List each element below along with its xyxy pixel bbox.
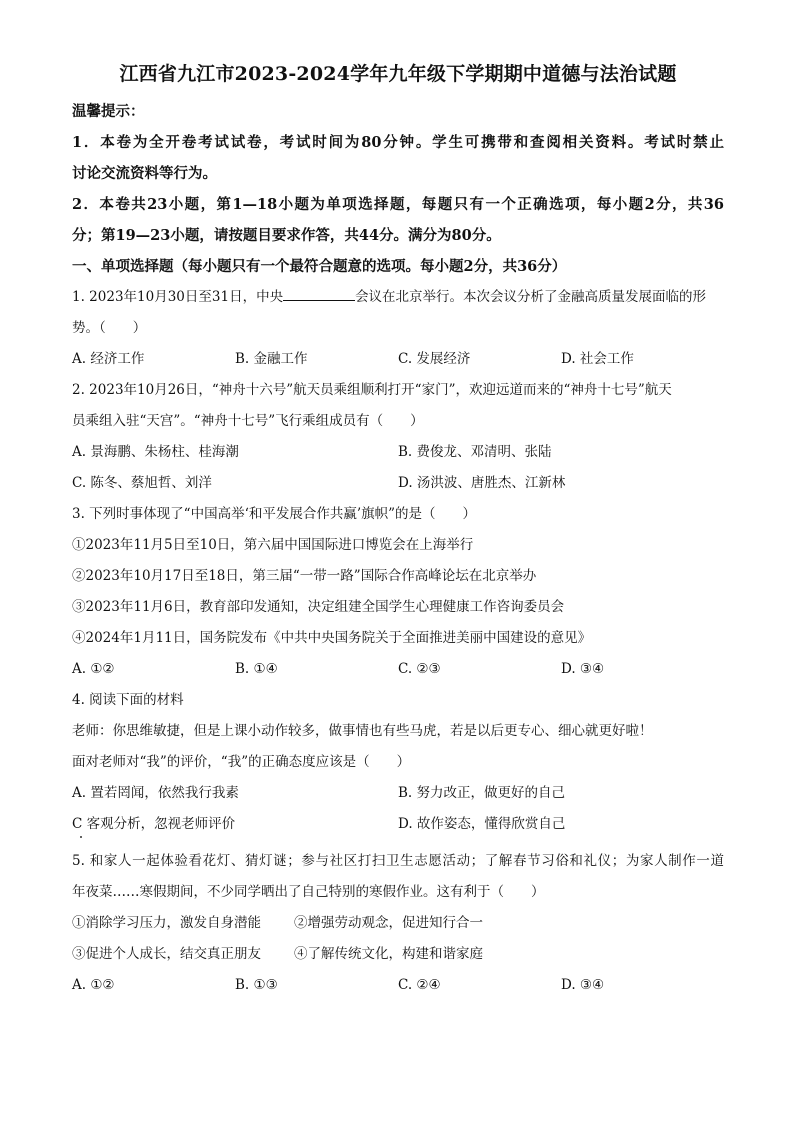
question-3-item-2: ②2023年10月17日至18日，第三届“一带一路”国际合作高峰论坛在北京举办 (72, 568, 537, 584)
question-3-item-3: ③2023年11月6日，教育部印发通知，决定组建全国学生心理健康工作咨询委员会 (72, 599, 565, 615)
section-heading: 一、单项选择题（每小题只有一个最符合题意的选项。每小题2分，共36分） (72, 258, 567, 275)
notice-2-line-2: 分；第19—23小题，请按题目要求作答，共44分。满分为80分。 (72, 227, 501, 244)
option-d: D. 故作姿态，懂得欣赏自己 (398, 816, 566, 832)
notice-2-line-1: 2．本卷共23小题，第1—18小题为单项选择题，每题只有一个正确选项，每小题2分，共36 (72, 196, 724, 213)
question-1-text-a: 1. 2023年10月30日至31日，中央 (72, 289, 284, 305)
question-4-line-1: 4. 阅读下面的材料 (72, 692, 184, 708)
question-5-line-2: 年夜菜……寒假期间，不少同学晒出了自己特别的寒假作业。这有利于（ ） (72, 884, 545, 900)
question-4-options-row-1 (72, 778, 724, 809)
statement-4: ④了解传统文化，构建和谐家庭 (294, 946, 483, 962)
option-c: C. ②④ (398, 977, 441, 993)
option-b: B. 努力改正，做更好的自己 (398, 785, 566, 801)
question-3-item-4: ④2024年1月11日，国务院发布《中共中央国务院关于全面推进美丽中国建设的意见》 (72, 630, 592, 646)
page-title: 江西省九江市2023-2024学年九年级下学期期中道德与法治试题 (119, 63, 677, 85)
exam-page (72, 60, 724, 1001)
question-4-options-row-2 (72, 809, 724, 840)
question-4-line-2: 老师：你思维敏捷，但是上课小动作较多，做事情也有些马虎，若是以后更专心、细心就更好啦！ (72, 723, 653, 739)
option-a: A. 经济工作 (72, 351, 145, 367)
statement-2: ②增强劳动观念，促进知行合一 (294, 915, 483, 931)
option-d: D. ③④ (561, 977, 605, 993)
option-d: D. 社会工作 (561, 351, 634, 367)
option-b: B. ①④ (235, 661, 278, 677)
statement-1: ①消除学习压力，激发自身潜能 (72, 915, 261, 931)
question-5-statements-row-2 (72, 939, 724, 970)
question-5-options (72, 970, 724, 1001)
question-3-line-1: 3. 下列时事体现了“中国高举‘和平发展合作共赢’旗帜”的是（ ） (72, 506, 477, 522)
question-4-line-3: 面对老师对“我”的评价，“我”的正确态度应该是（ ） (72, 754, 411, 770)
option-c: C 客观分析，忽视老师评价 (72, 816, 236, 832)
option-c: C. 陈冬、蔡旭哲、刘洋 (72, 475, 212, 491)
option-d: D. ③④ (561, 661, 605, 677)
question-2-line-2: 员乘组入驻“天宫”。“神舟十七号”飞行乘组成员有（ ） (72, 413, 424, 429)
option-a: A. 景海鹏、朱杨柱、桂海潮 (72, 444, 239, 460)
notice-1-line-1: 1．本卷为全开卷考试试卷，考试时间为80分钟。学生可携带和查阅相关资料。考试时禁止 (72, 134, 724, 151)
option-a: A. ①② (72, 661, 115, 677)
question-2-options-row-2 (72, 468, 724, 499)
question-1-options (72, 344, 724, 375)
notice-1-line-2: 讨论交流资料等行为。 (72, 165, 217, 182)
option-d: D. 汤洪波、唐胜杰、江新林 (398, 475, 566, 491)
option-c: C. ②③ (398, 661, 441, 677)
stray-dot-mark (72, 840, 724, 846)
question-2-options-row-1 (72, 437, 724, 468)
question-3-options (72, 654, 724, 685)
statement-3: ③促进个人成长，结交真正朋友 (72, 946, 261, 962)
option-b: B. ①③ (235, 977, 278, 993)
notice-heading: 温馨提示： (72, 103, 145, 120)
question-1-line-2: 势。（ ） (72, 320, 147, 336)
question-1-blank (283, 286, 355, 301)
question-3-item-1: ①2023年11月5日至10日，第六届中国国际进口博览会在上海举行 (72, 537, 474, 553)
question-1-text-b: 会议在北京举行。本次会议分析了金融高质量发展面临的形 (355, 289, 707, 305)
option-a: A. 置若罔闻，依然我行我素 (72, 785, 239, 801)
question-5-statements-row-1 (72, 908, 724, 939)
question-2-line-1: 2. 2023年10月26日，“神舟十六号”航天员乘组顺利打开“家门”，欢迎远道而来的“神舟十七号”航天 (72, 382, 672, 398)
option-b: B. 费俊龙、邓清明、张陆 (398, 444, 552, 460)
option-b: B. 金融工作 (235, 351, 308, 367)
option-a: A. ①② (72, 977, 115, 993)
option-c: C. 发展经济 (398, 351, 471, 367)
question-5-line-1: 5. 和家人一起体验看花灯、猜灯谜；参与社区打扫卫生志愿活动；了解春节习俗和礼仪；为家人制作一道 (72, 853, 724, 869)
question-1-line-1 (72, 282, 724, 313)
